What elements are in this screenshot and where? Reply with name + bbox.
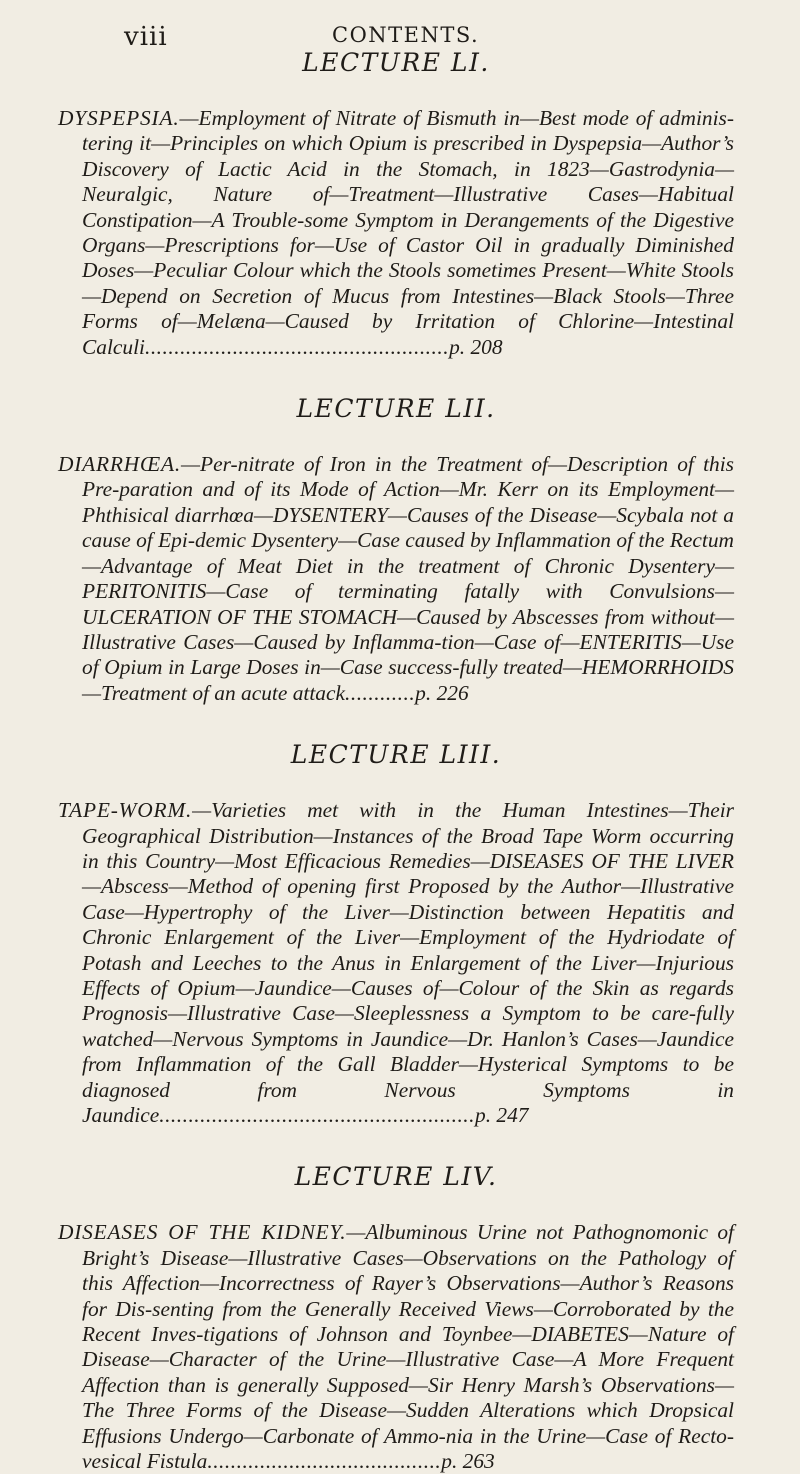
lecture-53-text: —Varieties met with in the Human Intestines—Their Geographical Distribution—Instances of the Broad Tape Worm occurring in this Country—Most Efficacious Remedies—DISEASES OF THE LIVER—Abscess—Method of opening first Proposed by the Author—Illustrative Case—Hypertrophy of the Liver—Distinction between Hepatitis and Chronic Enlargement of the Liver—Employment of the Hydriodate of Potash and Leeches to the Anus in Enlargement of the Liver—Injurious Effects of Opium—Jaundice—Causes of—Colour of the Skin as regards Prognosis—Illustrative Case—Sleeplessness a Symptom to be care-fully watched—Nervous Symptoms in Jaundice—Dr. Hanlon’s Cases—Jaundice from Inflammation of the Gall Bladder—Hysterical Symptoms to be diagnosed from Nervous Symptoms in Jaundice xyxy=(82,798,734,1127)
lecture-53-title: LECTURE LIII. xyxy=(290,740,502,770)
lecture-52-page-ref: p. 226 xyxy=(415,680,469,705)
page-number: viii xyxy=(124,22,168,52)
lecture-52-title: LECTURE LII. xyxy=(296,394,496,424)
lecture-53-lead: TAPE-WORM. xyxy=(58,798,193,823)
lecture-51-lead: DYSPEPSIA. xyxy=(58,106,180,130)
lecture-52-text: —Per-nitrate of Iron in the Treatment of—Description of this Pre-paration and of its Mode of Action—Mr. Kerr on its Employment—Phthisical diarrhœa—DYSENTERY—Causes of the Disease—Scybala not a cause of Epi-demic Dysentery—Case caused by Inflammation of the Rectum—Advantage of Meat Diet in the treatment of Chronic Dysentery—PERITONITIS—Case of terminating fatally with Convulsions—ULCERATION OF THE STOMACH—Caused by Abscesses from without—Illustrative Cases—Caused by Inflamma-tion—Case of—ENTERITIS—Use of Opium in Large Doses in—Case success-fully treated—HEMORRHOIDS—Treatment of an acute attack xyxy=(82,452,734,705)
lecture-52-summary xyxy=(58,452,734,706)
lecture-51-title: LECTURE LI. xyxy=(302,48,490,77)
lecture-53-summary xyxy=(58,798,734,1128)
lecture-54-title: LECTURE LIV. xyxy=(294,1162,498,1192)
lecture-51-text: —Employment of Nitrate of Bismuth in—Best mode of adminis-tering it—Principles on which Opium is prescribed in Dyspepsia—Author’s Discovery of Lactic Acid in the Stomach, in 1823—Gastrodynia—Neuralgic, Nature of—Treatment—Illustrative Cases—Habitual Constipation—A Trouble-some Symptom in Derangements of the Digestive Organs—Prescriptions for—Use of Castor Oil in gradually Diminished Doses—Peculiar Colour which the Stools sometimes Present—White Stools—Depend on Secretion of Mucus from Intestines—Black Stools—Three Forms of—Melæna—Caused by Irritation of Chlorine—Intestinal Calculi xyxy=(82,106,734,359)
lecture-52-leader: ............ xyxy=(345,680,416,705)
section-heading: CONTENTS. xyxy=(332,23,480,47)
lecture-54-lead: DISEASES OF THE KIDNEY. xyxy=(58,1220,347,1245)
lecture-51-summary xyxy=(58,106,734,360)
lecture-54-leader: ........................................ xyxy=(207,1449,442,1474)
lecture-51-page-ref: p. 208 xyxy=(449,334,503,359)
lecture-53-leader: ...................................................... xyxy=(159,1103,475,1127)
lecture-54-text: —Albuminous Urine not Pathognomonic of Bright’s Disease—Illustrative Cases—Observations on the Pathology of this Affection—Incorrectness of Rayer’s Observations—Author’s Reasons for Dis-senting from the Generally Received Views—Corroborated by the Recent Inves-tigations of Johnson and Toynbee—DIABETES—Nature of Disease—Character of the Urine—Illustrative Case—A More Frequent Affection than is generally Supposed—Sir Henry Marsh’s Observations—The Three Forms of the Disease—Sudden Alterations which Dropsical Effusions Undergo—Carbonate of Ammo-nia in the Urine—Case of Recto-vesical Fistula xyxy=(82,1220,734,1474)
lecture-51-leader: .................................................... xyxy=(144,334,450,359)
lecture-54-summary xyxy=(58,1220,734,1474)
lecture-52-lead: DIARRHŒA. xyxy=(58,452,182,477)
lecture-53-page-ref: p. 247 xyxy=(475,1103,529,1127)
lecture-54-page-ref: p. 263 xyxy=(441,1449,495,1474)
running-head xyxy=(58,0,734,52)
